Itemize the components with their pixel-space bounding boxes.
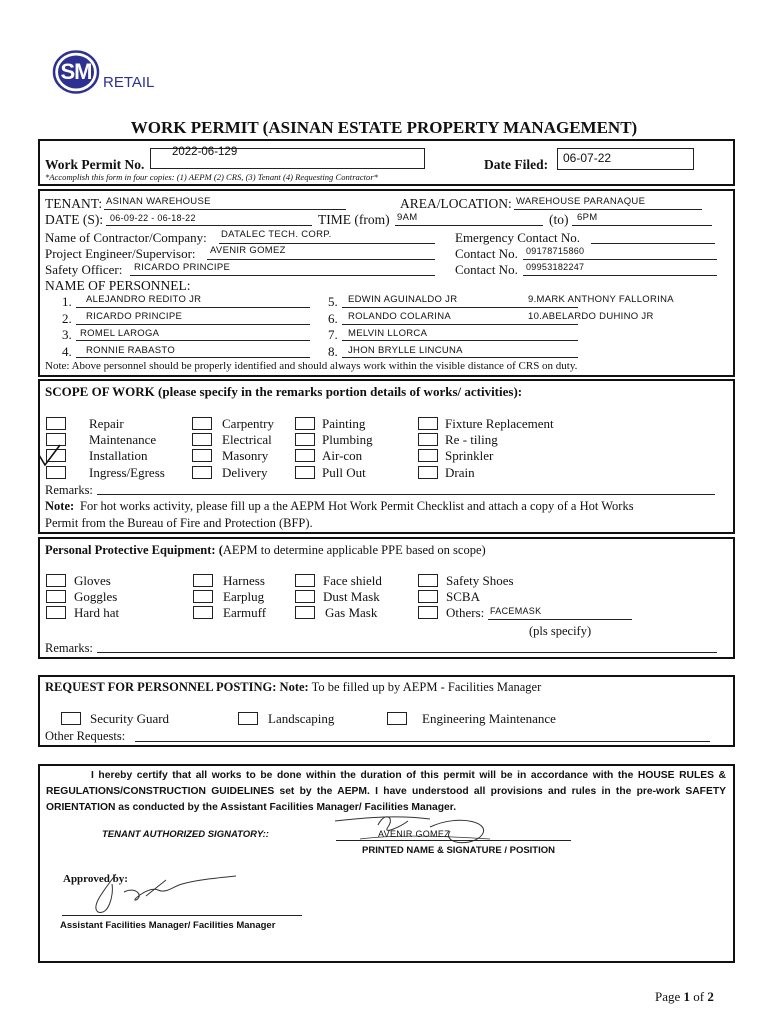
date-filed-value: 06-07-22 <box>563 151 612 165</box>
ppe-others-line[interactable] <box>488 619 632 620</box>
ppe-hardhat-label: Hard hat <box>74 605 120 620</box>
ppe-others-value: FACEMASK <box>490 606 542 616</box>
scope-retiling-label: Re - tiling <box>445 432 498 447</box>
emergency-label: Emergency Contact No. <box>455 230 581 245</box>
sm-logo <box>52 50 100 94</box>
personnel-name-3: ROMEL LAROGA <box>80 328 160 339</box>
personnel-name-8: JHON BRYLLE LINCUNA <box>348 345 463 356</box>
date-filed-label: Date Filed: <box>484 157 549 172</box>
scope-sprinkler-label: Sprinkler <box>445 448 494 463</box>
checkbox-electrical[interactable] <box>192 433 212 446</box>
checkbox-fixture[interactable] <box>418 417 438 430</box>
ppe-heading <box>45 542 486 558</box>
checkbox-faceshield[interactable] <box>295 574 315 587</box>
checkbox-earplug[interactable] <box>193 590 213 603</box>
checkbox-gloves[interactable] <box>46 574 66 587</box>
engineer-value: AVENIR GOMEZ <box>210 245 286 256</box>
personnel-line-8 <box>342 357 578 358</box>
ppe-remarks-label: Remarks: <box>45 641 93 655</box>
tenant-value: ASINAN WAREHOUSE <box>106 196 211 207</box>
personnel-line-4 <box>76 357 310 358</box>
page-prefix: Page <box>655 989 681 1004</box>
ppe-gasmask-label: Gas Mask <box>325 605 378 620</box>
safety-value: RICARDO PRINCIPE <box>134 262 231 273</box>
checkbox-sprinkler[interactable] <box>418 449 438 462</box>
tenant-label: TENANT: <box>45 196 103 211</box>
scope-fixture-label: Fixture Replacement <box>445 416 554 431</box>
personnel-label: NAME OF PERSONNEL: <box>45 278 191 293</box>
tenant-signatory-label: TENANT AUTHORIZED SIGNATORY:: <box>102 829 269 840</box>
date-value: 06-09-22 - 06-18-22 <box>110 213 196 223</box>
checkbox-landscaping[interactable] <box>238 712 258 725</box>
contact-value-1: 09178715860 <box>526 246 585 256</box>
personnel-name-4: RONNIE RABASTO <box>86 345 176 356</box>
scope-installation-label: Installation <box>89 448 148 463</box>
personnel-line-7 <box>342 340 578 341</box>
area-line <box>514 209 702 210</box>
personnel-line-1 <box>76 307 310 308</box>
copies-note: *Accomplish this form in four copies: (1) AEPM (2) CRS, (3) Tenant (4) Requesting Contractor* <box>45 172 378 182</box>
contact-label-1: Contact No. <box>455 246 518 261</box>
scope-repair-label: Repair <box>89 416 124 431</box>
checkbox-goggles[interactable] <box>46 590 66 603</box>
scope-remarks-label: Remarks: <box>45 483 93 497</box>
emergency-line <box>591 243 715 244</box>
personnel-num-7: 7. <box>328 327 338 342</box>
ppe-heading-bold: Personal Protective Equipment: ( <box>45 543 223 557</box>
posting-security-label: Security Guard <box>90 711 170 726</box>
checkbox-engineering[interactable] <box>387 712 407 725</box>
personnel-name-6: ROLANDO COLARINA <box>348 311 451 322</box>
checkbox-drain[interactable] <box>418 466 438 479</box>
ppe-earmuff-label: Earmuff <box>223 605 267 620</box>
personnel-name-10: 10.ABELARDO DUHINO JR <box>528 311 654 322</box>
ppe-faceshield-label: Face shield <box>323 573 382 588</box>
page-number <box>655 989 714 1005</box>
personnel-line-5 <box>342 307 578 308</box>
ppe-gloves-label: Gloves <box>74 573 111 588</box>
scope-remarks-line[interactable] <box>97 494 715 495</box>
personnel-name-9: 9.MARK ANTHONY FALLORINA <box>528 294 674 305</box>
scope-heading: SCOPE OF WORK (please specify in the remarks portion details of works/ activities): <box>45 384 523 399</box>
checkbox-ingress-egress[interactable] <box>46 466 66 479</box>
scope-carpentry-label: Carpentry <box>222 416 274 431</box>
personnel-num-2: 2. <box>62 311 72 326</box>
personnel-num-4: 4. <box>62 344 72 359</box>
time-to-label: (to) <box>549 212 569 227</box>
ppe-earplug-label: Earplug <box>223 589 265 604</box>
posting-engineering-label: Engineering Maintenance <box>422 711 556 726</box>
engineer-label: Project Engineer/Supervisor: <box>45 246 196 261</box>
personnel-num-3: 3. <box>62 327 72 342</box>
scope-drain-label: Drain <box>445 465 475 480</box>
posting-heading <box>45 679 541 695</box>
checkbox-scba[interactable] <box>418 590 438 603</box>
scope-ingress-label: Ingress/Egress <box>89 465 165 480</box>
personnel-line-6 <box>342 324 578 325</box>
scope-maintenance-label: Maintenance <box>89 432 157 447</box>
personnel-name-1: ALEJANDRO REDITO JR <box>86 294 202 305</box>
ppe-specify-label: (pls specify) <box>529 624 592 638</box>
contact-value-2: 09953182247 <box>526 262 585 272</box>
posting-other-line[interactable] <box>135 741 710 742</box>
posting-other-label: Other Requests: <box>45 729 126 743</box>
checkbox-dustmask[interactable] <box>295 590 315 603</box>
ppe-remarks-line[interactable] <box>97 652 717 653</box>
personnel-num-1: 1. <box>62 294 72 309</box>
time-from-label: TIME (from) <box>318 212 390 227</box>
page-title: WORK PERMIT (ASINAN ESTATE PROPERTY MANAGEMENT) <box>130 118 638 137</box>
ppe-harness-label: Harness <box>223 573 265 588</box>
checkbox-aircon[interactable] <box>295 449 315 462</box>
scope-masonry-label: Masonry <box>222 448 269 463</box>
checkbox-gasmask[interactable] <box>295 606 315 619</box>
area-label: AREA/LOCATION: <box>400 196 512 211</box>
checkbox-delivery[interactable] <box>192 466 212 479</box>
checkbox-carpentry[interactable] <box>192 417 212 430</box>
page-total: 2 <box>707 989 714 1004</box>
time-from-line <box>395 225 543 226</box>
engineer-line <box>207 259 435 260</box>
checkbox-security-guard[interactable] <box>61 712 81 725</box>
time-to-line <box>572 225 712 226</box>
contact-line-1 <box>523 259 717 260</box>
scope-electrical-label: Electrical <box>222 432 272 447</box>
page-current: 1 <box>683 989 691 1004</box>
time-from-value: 9AM <box>397 212 418 223</box>
tenant-line <box>104 209 346 210</box>
ppe-heading-rest: AEPM to determine applicable PPE based on scope) <box>222 543 486 557</box>
permit-no-label: Work Permit No. <box>45 157 145 172</box>
personnel-num-8: 8. <box>328 344 338 359</box>
contact-line-2 <box>523 275 717 276</box>
scope-delivery-label: Delivery <box>222 465 268 480</box>
checkbox-pullout[interactable] <box>295 466 315 479</box>
contractor-label: Name of Contractor/Company: <box>45 230 207 245</box>
approver-signature-line[interactable] <box>62 915 302 916</box>
checkbox-hardhat[interactable] <box>46 606 66 619</box>
personnel-line-2 <box>76 324 310 325</box>
personnel-num-6: 6. <box>328 311 338 326</box>
date-line <box>106 225 312 226</box>
personnel-name-2: RICARDO PRINCIPE <box>86 311 183 322</box>
scope-painting-label: Painting <box>322 416 366 431</box>
personnel-name-7: MELVIN LLORCA <box>348 328 428 339</box>
scope-note-text: For hot works activity, please fill up a the AEPM Hot Work Permit Checklist and attach a copy of a Hot Works <box>80 499 634 513</box>
checkbox-painting[interactable] <box>295 417 315 430</box>
ppe-safetyshoes-label: Safety Shoes <box>446 573 514 588</box>
posting-heading-bold: REQUEST FOR PERSONNEL POSTING: Note: <box>45 680 309 694</box>
safety-label: Safety Officer: <box>45 262 123 277</box>
checkbox-repair[interactable] <box>46 417 66 430</box>
retail-text: RETAIL <box>103 74 155 91</box>
printed-name-label: PRINTED NAME & SIGNATURE / POSITION <box>362 845 556 856</box>
personnel-name-5: EDWIN AGUINALDO JR <box>348 294 458 305</box>
date-label: DATE (S): <box>45 212 104 227</box>
posting-landscaping-label: Landscaping <box>268 711 335 726</box>
checkbox-safetyshoes[interactable] <box>418 574 438 587</box>
approved-label: Approved by: <box>63 873 128 885</box>
ppe-dustmask-label: Dust Mask <box>323 589 380 604</box>
scope-aircon-label: Air-con <box>322 448 363 463</box>
personnel-line-3 <box>76 340 310 341</box>
approver-label: Assistant Facilities Manager/ Facilities Manager <box>60 920 276 931</box>
scope-plumbing-label: Plumbing <box>322 432 373 447</box>
scope-pullout-label: Pull Out <box>322 465 366 480</box>
scope-note-text-2: Permit from the Bureau of Fire and Protection (BFP). <box>45 516 313 530</box>
safety-line <box>130 275 435 276</box>
signer-name: AVENIR GOMEZ <box>378 829 450 839</box>
checkbox-others[interactable] <box>418 606 438 619</box>
area-value: WAREHOUSE PARANAQUE <box>516 196 646 207</box>
checkbox-retiling[interactable] <box>418 433 438 446</box>
contractor-line <box>219 243 435 244</box>
time-to-value: 6PM <box>577 212 598 223</box>
contractor-value: DATALEC TECH. CORP. <box>221 229 332 240</box>
permit-no-value: 2022-06-129 <box>172 146 238 158</box>
tenant-signature-line[interactable] <box>336 840 571 841</box>
checkbox-plumbing[interactable] <box>295 433 315 446</box>
scope-note-bold: Note: <box>45 499 75 513</box>
sm-logo-text: SM <box>60 59 92 84</box>
checkbox-earmuff[interactable] <box>193 606 213 619</box>
ppe-scba-label: SCBA <box>446 589 480 604</box>
certify-text: I hereby certify that all works to be done within the duration of this permit will be in accordance with the HOUSE RULES & REGULATIONS/CONSTRUCTION GUIDELINES set by the AEPM. I have understood all provisions and rules in the pre-work SAFETY ORIENTATION as conducted by the Assistant Facilities Manager/ Facilities Manager. <box>46 770 726 813</box>
checkbox-masonry[interactable] <box>192 449 212 462</box>
ppe-others-label: Others: <box>446 605 485 620</box>
checkbox-harness[interactable] <box>193 574 213 587</box>
personnel-note: Note: Above personnel should be properly identified and should always work within the visible distance of CRS on duty. <box>45 360 578 372</box>
contact-label-2: Contact No. <box>455 262 518 277</box>
ppe-goggles-label: Goggles <box>74 589 118 604</box>
personnel-num-5: 5. <box>328 294 338 309</box>
posting-heading-rest: To be filled up by AEPM - Facilities Manager <box>311 680 542 694</box>
page-of: of <box>693 989 705 1004</box>
